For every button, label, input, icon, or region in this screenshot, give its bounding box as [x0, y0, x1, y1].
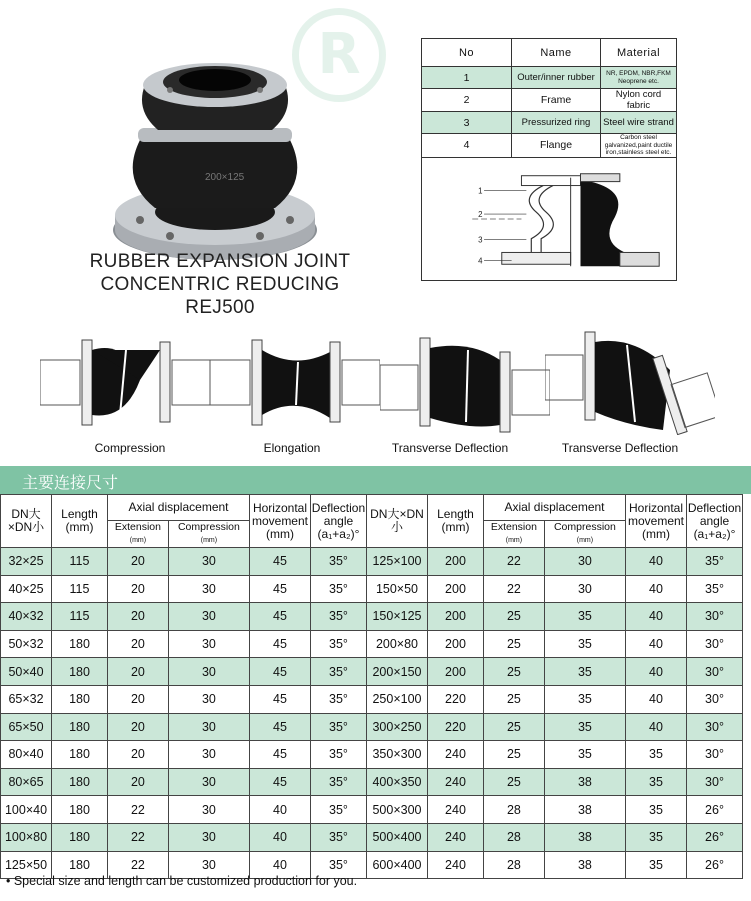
watermark-registered: R: [292, 8, 386, 102]
table-cell: 35: [544, 658, 625, 686]
table-cell: 30°: [687, 741, 743, 769]
table-cell: 30: [168, 548, 249, 576]
table-cell: 20: [108, 741, 169, 769]
table-cell: 30: [168, 630, 249, 658]
movement-label-transverse-1: Transverse Deflection: [391, 441, 509, 455]
mat-name: Frame: [512, 89, 601, 112]
table-cell: 40: [626, 713, 687, 741]
table-cell: 180: [52, 741, 108, 769]
table-cell: 100×40: [1, 796, 52, 824]
table-cell: 40: [626, 630, 687, 658]
table-cell: 20: [108, 630, 169, 658]
table-cell: 180: [52, 823, 108, 851]
table-cell: 45: [249, 630, 310, 658]
mat-no: 3: [422, 112, 512, 134]
header-length-2: Length (mm): [427, 495, 483, 548]
table-cell: 26°: [687, 796, 743, 824]
header-axial-2: Axial displacement: [483, 495, 625, 521]
mat-row: [422, 112, 677, 134]
table-row: [1, 630, 743, 658]
table-cell: 28: [483, 823, 544, 851]
table-row: [1, 741, 743, 769]
table-cell: 20: [108, 713, 169, 741]
table-cell: 28: [483, 851, 544, 879]
table-cell: 30: [168, 603, 249, 631]
table-row: [1, 713, 743, 741]
table-cell: 240: [427, 796, 483, 824]
table-cell: 35°: [687, 548, 743, 576]
mat-material: Carbon steel galvanized,paint ductile iron,stainless steel etc.: [601, 134, 677, 158]
table-cell: 25: [483, 658, 544, 686]
movement-compression-figure: [40, 330, 210, 435]
table-cell: 35°: [310, 630, 366, 658]
table-cell: 35: [626, 851, 687, 879]
table-cell: 26°: [687, 851, 743, 879]
table-cell: 20: [108, 658, 169, 686]
table-cell: 35: [544, 603, 625, 631]
table-cell: 30°: [687, 603, 743, 631]
table-cell: 38: [544, 768, 625, 796]
table-cell: 20: [108, 603, 169, 631]
table-cell: 40: [626, 603, 687, 631]
table-cell: 600×400: [366, 851, 427, 879]
table-cell: 115: [52, 575, 108, 603]
mat-header-no: No: [422, 39, 512, 67]
movement-label-compression: Compression: [94, 441, 166, 455]
table-cell: 65×50: [1, 713, 52, 741]
movement-elongation-figure: [210, 330, 380, 435]
table-cell: 180: [52, 713, 108, 741]
table-cell: 25: [483, 603, 544, 631]
drawing-label-1: 1: [478, 186, 483, 196]
table-cell: 35°: [310, 823, 366, 851]
table-cell: 45: [249, 713, 310, 741]
table-cell: 20: [108, 685, 169, 713]
mat-header-name: Name: [512, 39, 601, 67]
table-cell: 115: [52, 603, 108, 631]
mat-row: [422, 89, 677, 112]
table-cell: 50×40: [1, 658, 52, 686]
table-cell: 30: [168, 768, 249, 796]
table-cell: 500×400: [366, 823, 427, 851]
product-photo: [110, 40, 320, 260]
table-cell: 125×50: [1, 851, 52, 879]
table-cell: 40: [626, 658, 687, 686]
table-cell: 22: [483, 548, 544, 576]
table-row: [1, 603, 743, 631]
table-cell: 26°: [687, 823, 743, 851]
table-cell: 150×50: [366, 575, 427, 603]
table-cell: 30: [168, 823, 249, 851]
table-cell: 30: [544, 575, 625, 603]
table-cell: 35°: [310, 796, 366, 824]
table-cell: 35: [626, 741, 687, 769]
table-cell: 35: [626, 796, 687, 824]
table-cell: 45: [249, 685, 310, 713]
title-line-1: RUBBER EXPANSION JOINT: [89, 251, 351, 272]
table-cell: 240: [427, 851, 483, 879]
table-cell: 32×25: [1, 548, 52, 576]
footnote: • Special size and length can be customized production for you.: [6, 874, 358, 888]
table-cell: 38: [544, 796, 625, 824]
table-cell: 220: [427, 713, 483, 741]
table-cell: 30: [168, 713, 249, 741]
table-cell: 200: [427, 548, 483, 576]
table-cell: 40: [249, 823, 310, 851]
mat-header-material: Material: [601, 39, 677, 67]
mat-name: Outer/inner rubber: [512, 67, 601, 89]
table-cell: 30: [168, 658, 249, 686]
table-cell: 45: [249, 658, 310, 686]
table-cell: 30°: [687, 685, 743, 713]
table-cell: 45: [249, 575, 310, 603]
table-cell: 28: [483, 796, 544, 824]
table-cell: 30°: [687, 658, 743, 686]
table-cell: 40: [626, 548, 687, 576]
table-cell: 350×300: [366, 741, 427, 769]
table-cell: 400×350: [366, 768, 427, 796]
table-cell: 25: [483, 768, 544, 796]
table-cell: 200: [427, 603, 483, 631]
movement-transverse-deflection-figure-1: [380, 330, 550, 435]
table-cell: 30°: [687, 630, 743, 658]
header-deflection: Deflection angle (a₁+a₂)°: [310, 495, 366, 548]
dimensions-body: [1, 548, 743, 879]
drawing-label-2: 2: [478, 210, 483, 220]
table-row: [1, 796, 743, 824]
product-stamp: 200×125: [205, 172, 245, 183]
table-cell: 40×25: [1, 575, 52, 603]
table-cell: 50×32: [1, 630, 52, 658]
table-cell: 240: [427, 823, 483, 851]
table-cell: 180: [52, 630, 108, 658]
table-cell: 25: [483, 630, 544, 658]
table-cell: 35: [544, 741, 625, 769]
table-cell: 30: [544, 548, 625, 576]
cross-section-drawing: [421, 157, 677, 281]
table-row: [1, 658, 743, 686]
table-row: [1, 768, 743, 796]
mat-material: Nylon cord fabric: [601, 89, 677, 112]
table-cell: 30: [168, 796, 249, 824]
table-cell: 40×32: [1, 603, 52, 631]
header-dn: DN大×DN小: [1, 495, 52, 548]
table-cell: 22: [108, 851, 169, 879]
table-cell: 300×250: [366, 713, 427, 741]
header-axial: Axial displacement: [108, 495, 250, 521]
title-line-3: REJ500: [185, 297, 255, 318]
mat-row: [422, 134, 677, 158]
section-title: 主要连接尺寸: [22, 473, 119, 492]
table-cell: 25: [483, 741, 544, 769]
mat-material: NR, EPDM, NBR,FKM Neoprene etc.: [601, 67, 677, 89]
table-cell: 40: [249, 851, 310, 879]
table-row: [1, 575, 743, 603]
header-extension: Extension (mm): [108, 521, 169, 548]
table-row: [1, 685, 743, 713]
header-length: Length (mm): [52, 495, 108, 548]
table-cell: 200×150: [366, 658, 427, 686]
table-cell: 35: [626, 768, 687, 796]
table-cell: 30: [168, 575, 249, 603]
table-row: [1, 548, 743, 576]
movement-label-transverse-2: Transverse Deflection: [561, 441, 679, 455]
table-cell: 35°: [310, 548, 366, 576]
mat-material: Steel wire strand: [601, 112, 677, 134]
table-cell: 200: [427, 630, 483, 658]
product-title: [60, 250, 380, 319]
header-compression-2: Compression (mm): [544, 521, 625, 548]
table-cell: 45: [249, 768, 310, 796]
drawing-label-3: 3: [478, 235, 483, 245]
mat-name: Flange: [512, 134, 601, 158]
table-cell: 35°: [310, 658, 366, 686]
table-cell: 30: [168, 851, 249, 879]
mat-no: 2: [422, 89, 512, 112]
dimensions-table: [0, 494, 743, 879]
table-cell: 35°: [310, 713, 366, 741]
header-dn-2: DN大×DN小: [366, 495, 427, 548]
mat-row: [422, 67, 677, 89]
table-cell: 30°: [687, 768, 743, 796]
mat-no: 1: [422, 67, 512, 89]
table-cell: 200×80: [366, 630, 427, 658]
table-cell: 20: [108, 548, 169, 576]
table-cell: 30: [168, 685, 249, 713]
table-cell: 45: [249, 741, 310, 769]
table-cell: 35: [544, 685, 625, 713]
table-cell: 65×32: [1, 685, 52, 713]
table-cell: 200: [427, 658, 483, 686]
table-cell: 80×40: [1, 741, 52, 769]
table-cell: 240: [427, 768, 483, 796]
table-cell: 35°: [310, 768, 366, 796]
table-cell: 180: [52, 851, 108, 879]
header-deflection-2: Deflection angle (a₁+a₂)°: [687, 495, 743, 548]
table-cell: 100×80: [1, 823, 52, 851]
header-extension-2: Extension (mm): [483, 521, 544, 548]
table-cell: 240: [427, 741, 483, 769]
table-cell: 38: [544, 851, 625, 879]
table-cell: 22: [108, 823, 169, 851]
table-cell: 35: [626, 823, 687, 851]
movement-transverse-deflection-figure-2: [545, 330, 715, 435]
table-cell: 35°: [310, 603, 366, 631]
table-cell: 500×300: [366, 796, 427, 824]
table-cell: 180: [52, 658, 108, 686]
table-cell: 40: [249, 796, 310, 824]
table-cell: 180: [52, 796, 108, 824]
table-cell: 20: [108, 768, 169, 796]
table-cell: 250×100: [366, 685, 427, 713]
mat-no: 4: [422, 134, 512, 158]
header-horizontal: Horizontal movement (mm): [249, 495, 310, 548]
table-cell: 30: [168, 741, 249, 769]
table-cell: 45: [249, 603, 310, 631]
table-cell: 25: [483, 713, 544, 741]
materials-table: [421, 38, 677, 158]
table-cell: 150×125: [366, 603, 427, 631]
header-compression: Compression (mm): [168, 521, 249, 548]
table-cell: 35°: [310, 851, 366, 879]
table-cell: 35: [544, 630, 625, 658]
section-band: [0, 466, 751, 494]
table-cell: 20: [108, 575, 169, 603]
table-cell: 35°: [310, 575, 366, 603]
table-cell: 35°: [310, 741, 366, 769]
table-cell: 35: [544, 713, 625, 741]
table-cell: 220: [427, 685, 483, 713]
table-cell: 35°: [687, 575, 743, 603]
table-cell: 45: [249, 548, 310, 576]
table-cell: 40: [626, 575, 687, 603]
header-horizontal-2: Horizontal movement (mm): [626, 495, 687, 548]
table-cell: 180: [52, 768, 108, 796]
table-cell: 80×65: [1, 768, 52, 796]
mat-name: Pressurized ring: [512, 112, 601, 134]
table-cell: 22: [108, 796, 169, 824]
table-cell: 180: [52, 685, 108, 713]
table-cell: 40: [626, 685, 687, 713]
title-line-2: CONCENTRIC REDUCING: [100, 274, 340, 295]
table-cell: 25: [483, 685, 544, 713]
table-cell: 22: [483, 575, 544, 603]
table-cell: 125×100: [366, 548, 427, 576]
table-cell: 30°: [687, 713, 743, 741]
movement-label-elongation: Elongation: [263, 441, 321, 455]
table-cell: 35°: [310, 685, 366, 713]
table-cell: 200: [427, 575, 483, 603]
drawing-label-4: 4: [478, 256, 483, 266]
table-cell: 38: [544, 823, 625, 851]
table-row: [1, 823, 743, 851]
table-cell: 115: [52, 548, 108, 576]
